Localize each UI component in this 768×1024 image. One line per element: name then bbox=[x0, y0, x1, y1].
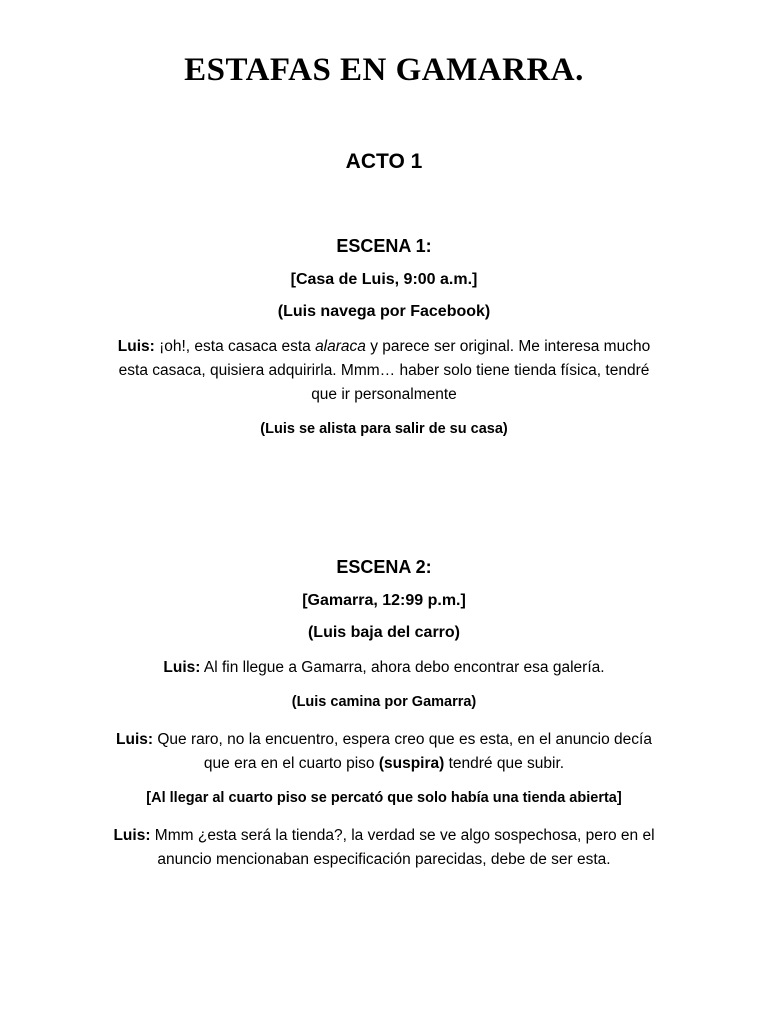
scene-1 bbox=[0, 236, 768, 455]
speaker-name: Luis: bbox=[113, 827, 151, 844]
scene-1-dialogue-1 bbox=[104, 335, 664, 407]
scene-1-title: ESCENA 1: bbox=[336, 236, 432, 256]
act-heading: ACTO 1 bbox=[345, 150, 423, 173]
document-title: ESTAFAS EN GAMARRA. bbox=[184, 52, 584, 88]
scene-1-direction-2: (Luis se alista para salir de su casa) bbox=[260, 421, 508, 437]
scene-2 bbox=[0, 557, 768, 882]
scene-2-direction-3: [Al llegar al cuarto piso se percató que solo había una tienda abierta] bbox=[146, 790, 622, 806]
scene-2-title: ESCENA 2: bbox=[336, 557, 432, 577]
scene-2-direction-1: (Luis baja del carro) bbox=[307, 624, 461, 641]
dialogue-text: Al fin llegue a Gamarra, ahora debo encontrar esa galería. bbox=[200, 659, 605, 676]
dialogue-text: Que raro, no la encuentro, espera creo que es esta, en el anuncio decía que era en el cuarto piso bbox=[153, 731, 652, 772]
speaker-name: Luis: bbox=[116, 731, 154, 748]
scene-2-dialogue-3 bbox=[104, 824, 664, 872]
speaker-name: Luis: bbox=[163, 659, 201, 676]
scene-2-dialogue-2 bbox=[104, 728, 664, 776]
dialogue-text: Mmm ¿esta será la tienda?, la verdad se ve algo sospechosa, pero en el anuncio mencionaban especificación parecidas, debe de ser esta. bbox=[150, 827, 655, 868]
scene-1-direction-1: (Luis navega por Facebook) bbox=[277, 303, 491, 320]
scene-2-direction-2: (Luis camina por Gamarra) bbox=[291, 694, 477, 710]
scene-2-dialogue-1 bbox=[104, 656, 664, 680]
speaker-name: Luis: bbox=[117, 338, 155, 355]
dialogue-text: y parece ser original. Me interesa mucho esta casaca, quisiera adquirirla. Mmm… haber solo tiene tienda física, tendré que ir personalmente bbox=[118, 338, 651, 403]
dialogue-italic-word: alaraca bbox=[315, 338, 366, 355]
scene-1-setting: [Casa de Luis, 9:00 a.m.] bbox=[290, 271, 478, 288]
inline-stage-direction: (suspira) bbox=[378, 755, 445, 772]
scene-2-setting: [Gamarra, 12:99 p.m.] bbox=[302, 592, 466, 609]
dialogue-text: ¡oh!, esta casaca esta bbox=[154, 338, 316, 355]
dialogue-text: tendré que subir. bbox=[444, 755, 565, 772]
